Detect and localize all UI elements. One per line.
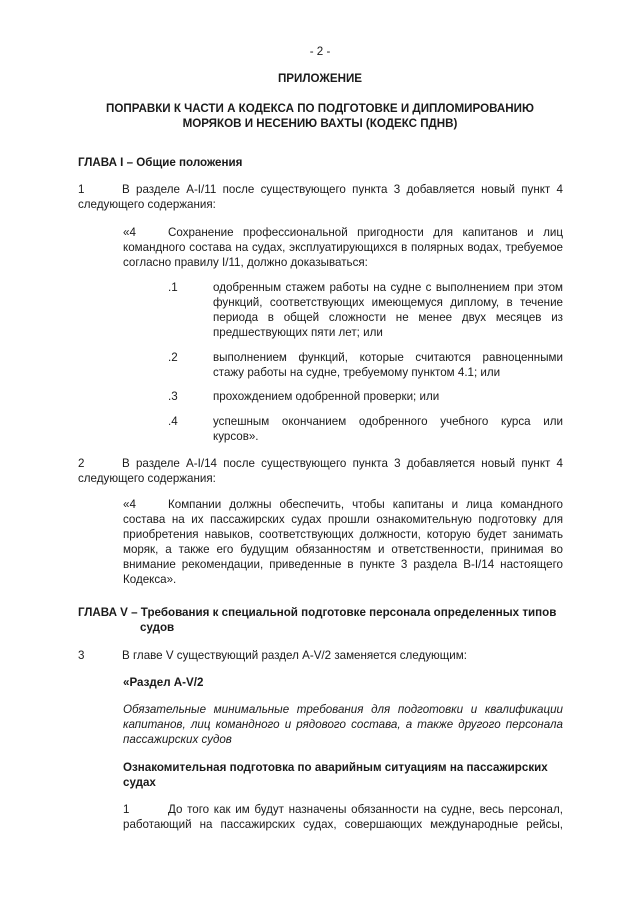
- item4-number: .4: [168, 415, 178, 428]
- item3-line1: прохождением одобренной проверки; или: [213, 390, 440, 403]
- quote2-line5: внимание рекомендации, приведенные в пункте 3 раздела B-I/14 настоящего: [123, 558, 563, 571]
- subheading-line1: Ознакомительная подготовка по аварийным ситуациям на пассажирских: [123, 761, 548, 774]
- quote2-number: «4: [123, 498, 136, 511]
- para1-line1: В разделе A-I/11 после существующего пункта 3 добавляется новый пункт 4: [122, 183, 563, 196]
- para3-number: 3: [78, 649, 85, 662]
- appendix-heading: ПРИЛОЖЕНИЕ: [277, 72, 363, 85]
- para1-line2: следующего содержания:: [78, 198, 216, 211]
- item1-line1: одобренным стажем работы на судне с выполнением при этом: [213, 281, 563, 294]
- item2-number: .2: [168, 351, 178, 364]
- section-para1-number: 1: [123, 803, 130, 816]
- subheading-line2: судах: [123, 776, 156, 789]
- section-subtitle-line1: Обязательные минимальные требования для подготовки и квалификации: [123, 703, 563, 716]
- para2-number: 2: [78, 457, 85, 470]
- item3-number: .3: [168, 390, 178, 403]
- item2-line2: стажу работы на судне, требуемому пунктом 4.1; или: [213, 366, 501, 379]
- section-para1-line1: До того как им будут назначены обязанности на судне, весь персонал,: [168, 803, 563, 816]
- item2-line1: выполнением функций, которые считаются равноценными: [213, 351, 563, 364]
- page-number: - 2 -: [309, 45, 331, 58]
- chapter5-title-line1: ГЛАВА V – Требования к специальной подготовке персонала определенных типов: [78, 606, 557, 619]
- quote2-line2: состава на их пассажирских судах прошли ознакомительную подготовку для: [123, 513, 563, 526]
- item1-line3: периода в общей сложности не менее двух месяцев из: [213, 311, 563, 324]
- chapter1-title: ГЛАВА I – Общие положения: [78, 156, 243, 169]
- quote2-line6: Кодекса».: [123, 573, 177, 586]
- quote2-line1: Компании должны обеспечить, чтобы капитаны и лица командного: [168, 498, 563, 511]
- para1-number: 1: [78, 183, 85, 196]
- document-title-line1: ПОПРАВКИ К ЧАСТИ А КОДЕКСА ПО ПОДГОТОВКЕ И ДИПЛОМИРОВАНИЮ: [106, 102, 534, 115]
- quote1-line2: командного состава на судах, эксплуатирующихся в полярных водах, требуемое: [123, 241, 563, 254]
- section-para1-line2: работающий на пассажирских судах, совершающих международные рейсы,: [123, 818, 563, 831]
- item1-line2: функций, соответствующих имеющемуся диплому, в течение: [213, 296, 563, 309]
- item4-line2: курсов».: [213, 430, 259, 443]
- quote2-line3: приобретения навыков, соответствующих должности, которую будет занимать: [123, 528, 563, 541]
- quote1-number: «4: [123, 226, 136, 239]
- item1-number: .1: [168, 281, 178, 294]
- section-subtitle-line3: пассажирских судов: [123, 733, 232, 746]
- quote1-line3: согласно правилу I/11, должно доказываться:: [123, 256, 368, 269]
- quote1-line1: Сохранение профессиональной пригодности для капитанов и лиц: [168, 226, 563, 239]
- item4-line1: успешным окончанием одобренного учебного курса или: [213, 415, 563, 428]
- para2-line1: В разделе A-I/14 после существующего пункта 3 добавляется новый пункт 4: [122, 457, 563, 470]
- chapter5-title-line2: судов: [140, 621, 175, 634]
- para3-text: В главе V существующий раздел A-V/2 заменяется следующим:: [122, 649, 467, 662]
- section-subtitle-line2: капитанов, лиц командного и рядового состава, а также другого персонала: [123, 718, 563, 731]
- section-title: «Раздел A-V/2: [123, 676, 204, 689]
- item1-line4: предшествующих пяти лет; или: [213, 326, 383, 339]
- document-title-line2: МОРЯКОВ И НЕСЕНИЮ ВАХТЫ (КОДЕКС ПДНВ): [182, 117, 458, 130]
- quote2-line4: моряк, а также его будущим обязанностям и ответственности, принимая во: [123, 543, 563, 556]
- para2-line2: следующего содержания:: [78, 472, 216, 485]
